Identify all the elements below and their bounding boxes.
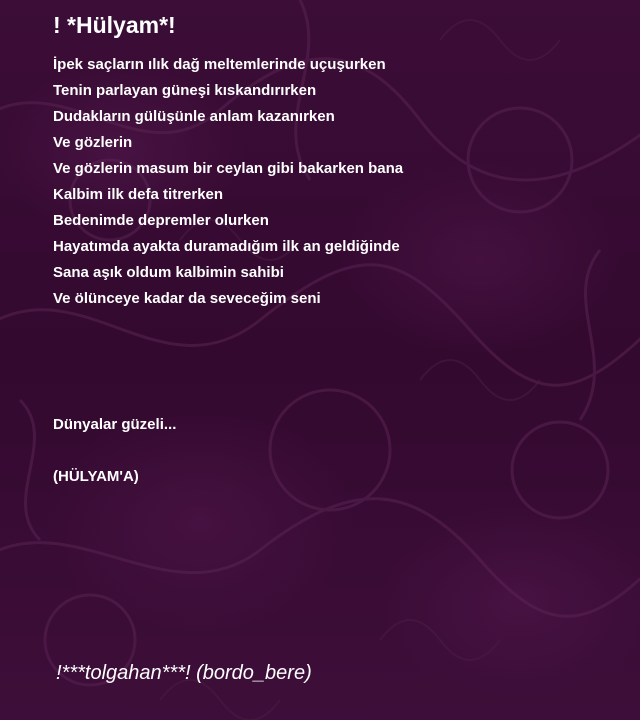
poem-author: !***tolgahan***! (bordo_bere)	[56, 662, 312, 684]
poem-title: ! *Hülyam*!	[53, 12, 176, 38]
poem-dedication: Dünyalar güzeli...	[53, 416, 177, 433]
poem-line: Sana aşık oldum kalbimin sahibi	[53, 264, 284, 281]
poem-line: Kalbim ilk defa titrerken	[53, 186, 224, 203]
poem-line: Dudakların gülüşünle anlam kazanırken	[53, 108, 335, 125]
poem-line: Ve ölünceye kadar da seveceğim seni	[53, 290, 321, 307]
poem-line: Bedenimde depremler olurken	[53, 212, 269, 229]
poem-body	[53, 54, 403, 314]
poem-line: Ve gözlerin masum bir ceylan gibi bakarken bana	[53, 160, 404, 177]
poem-line: Tenin parlayan güneşi kıskandırırken	[53, 82, 317, 99]
poem-line: Hayatımda ayakta duramadığım ilk an geldiğinde	[53, 238, 400, 255]
poem-line: Ve gözlerin	[53, 134, 133, 151]
poem-line: İpek saçların ılık dağ meltemlerinde uçuşurken	[53, 56, 386, 73]
poem-recipient: (HÜLYAM'A)	[53, 468, 139, 485]
